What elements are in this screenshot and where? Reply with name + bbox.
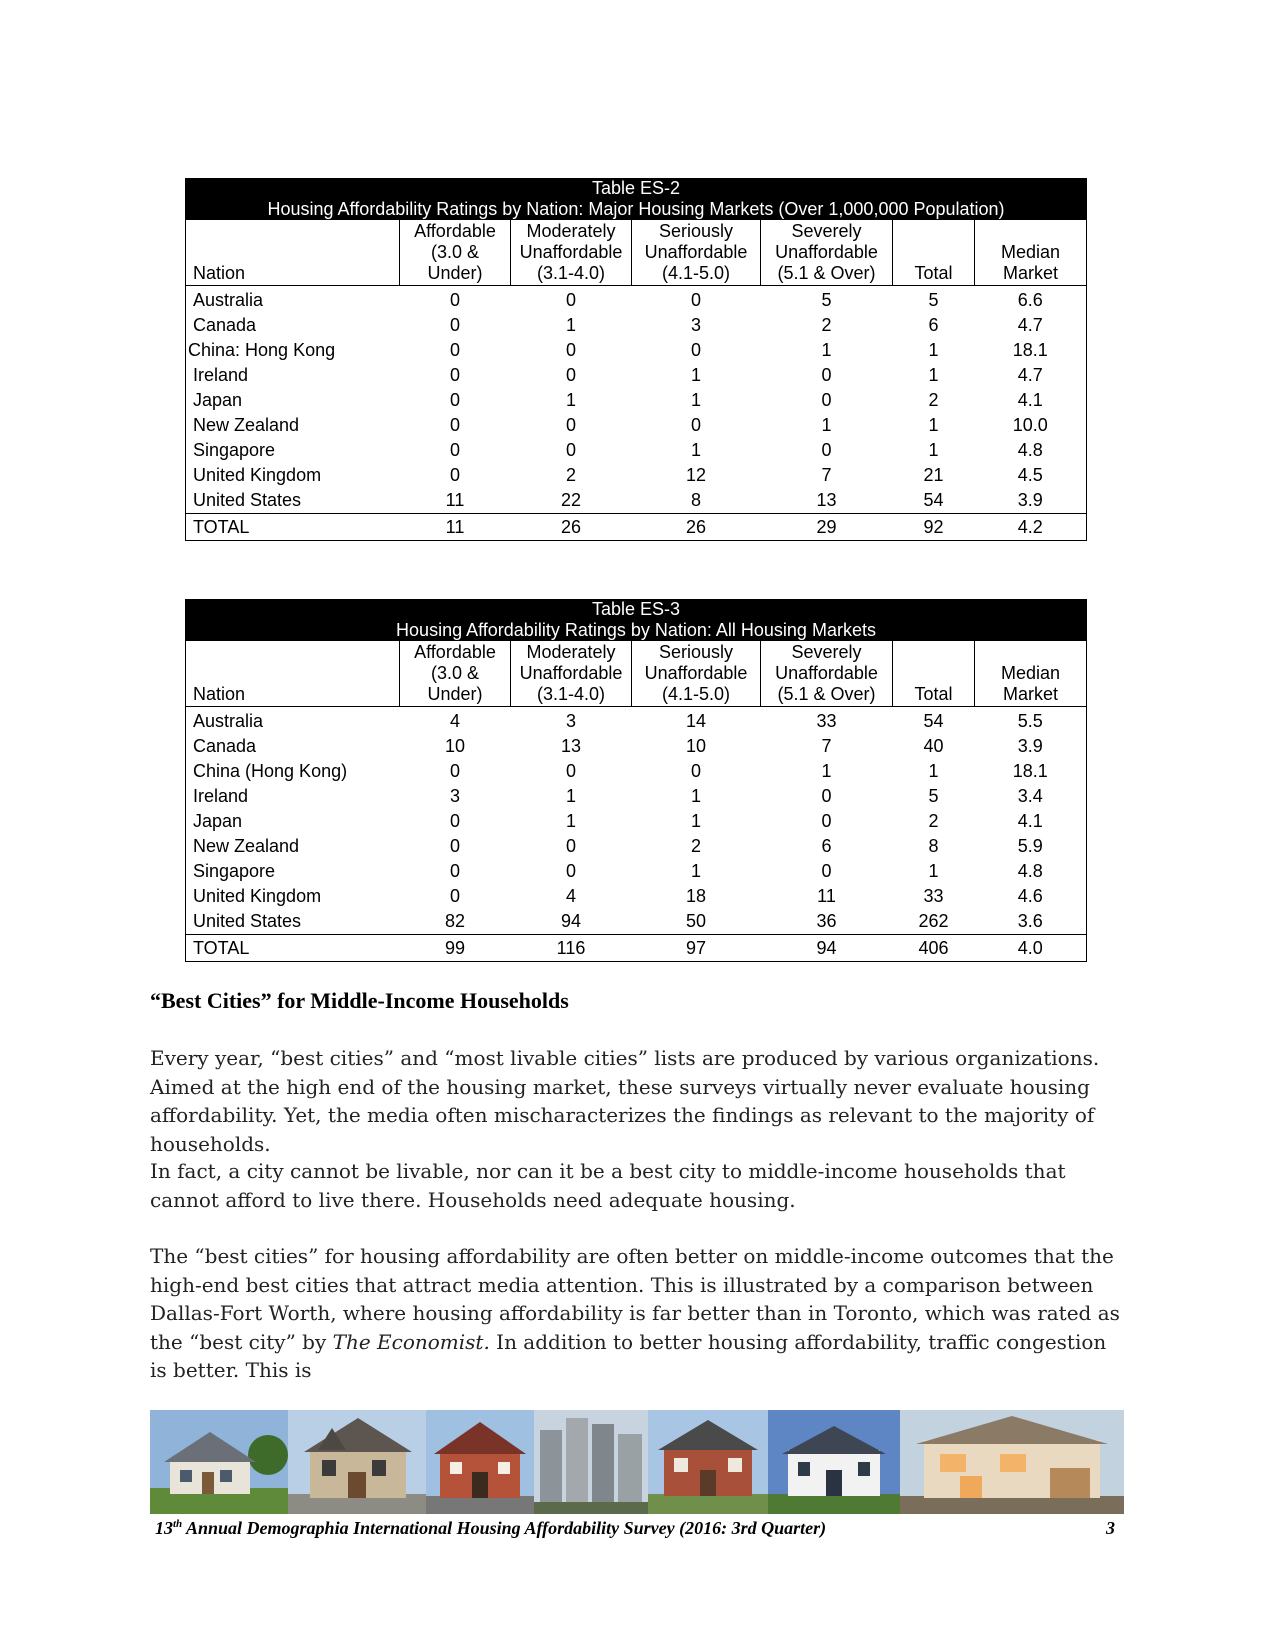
table-total-row — [186, 935, 1087, 962]
cell-median: 5.5 — [975, 707, 1087, 735]
cell-median: 18.1 — [975, 759, 1087, 784]
cell-affordable: 0 — [449, 861, 460, 881]
cell-severely: 0 — [821, 440, 832, 460]
publication-name: The Economist. — [332, 1329, 490, 1354]
total-cell-median: 4.2 — [975, 514, 1087, 541]
cell-total: 1 — [928, 365, 939, 385]
table-row — [186, 759, 1087, 784]
cell-moderately: 0 — [565, 761, 576, 781]
cell-total: 54 — [923, 711, 944, 731]
cell-moderately: 0 — [565, 440, 576, 460]
cell-total: 2 — [928, 390, 939, 410]
table-row — [186, 834, 1087, 859]
table-row — [186, 884, 1087, 909]
cell-seriously: 0 — [690, 340, 701, 360]
cell-affordable: 0 — [449, 886, 460, 906]
table-es2 — [185, 178, 1087, 541]
cell-median: 4.1 — [975, 388, 1087, 413]
cell-severely: 5 — [821, 290, 832, 310]
cell-severely: 7 — [821, 736, 832, 756]
table-row — [186, 413, 1087, 438]
cell-median: 4.7 — [975, 363, 1087, 388]
total-cell-moderately: 26 — [511, 514, 632, 541]
cell-nation: Japan — [186, 809, 400, 834]
table-row — [186, 488, 1087, 514]
cell-seriously: 2 — [690, 836, 701, 856]
cell-seriously: 0 — [690, 415, 701, 435]
cell-nation: Singapore — [186, 859, 400, 884]
cell-nation: Ireland — [186, 784, 400, 809]
cell-severely: 36 — [816, 911, 837, 931]
cell-total: 5 — [928, 786, 939, 806]
cell-seriously: 12 — [685, 465, 707, 485]
col-header-affordable: Affordable (3.0 & Under) — [400, 641, 511, 707]
col-header-severely: Severely Unaffordable (5.1 & Over) — [761, 641, 893, 707]
cell-nation: New Zealand — [186, 413, 400, 438]
house-photo — [426, 1410, 534, 1514]
cell-affordable: 0 — [449, 465, 460, 485]
cell-seriously: 10 — [685, 736, 707, 756]
cell-nation: Canada — [186, 734, 400, 759]
table-row — [186, 809, 1087, 834]
col-header-total: Total — [893, 220, 975, 286]
cell-severely: 11 — [817, 886, 836, 906]
table-row — [186, 313, 1087, 338]
house-photo — [900, 1410, 1124, 1514]
cell-affordable: 0 — [449, 761, 460, 781]
cell-moderately: 0 — [565, 365, 576, 385]
cell-seriously: 3 — [690, 315, 701, 335]
table-total-row — [186, 514, 1087, 541]
paragraph: The “best cities” for housing affordability are often better on middle-income outcomes that the high-end best cities that attract media attention. This is illustrated by a comparison between Dallas-Fort Worth, where housing affordability is far better than in Toronto, which was rated as the “best city” by The Economist. In addition to better housing affordability, traffic congestion is better. This is — [150, 1244, 1120, 1382]
cell-seriously: 50 — [685, 911, 707, 931]
table-row — [186, 463, 1087, 488]
cell-affordable: 0 — [449, 836, 460, 856]
col-header-seriously: Seriously Unaffordable (4.1-5.0) — [632, 641, 761, 707]
table-row — [186, 707, 1087, 735]
cell-moderately: 1 — [565, 315, 576, 335]
cell-severely: 0 — [821, 861, 832, 881]
cell-affordable: 0 — [449, 290, 460, 310]
cell-seriously: 1 — [690, 861, 701, 881]
col-header-nation: Nation — [186, 220, 400, 286]
house-photo — [288, 1410, 426, 1514]
table-body — [186, 707, 1087, 962]
cell-moderately: 22 — [560, 490, 582, 510]
cell-moderately: 1 — [565, 811, 576, 831]
cell-affordable: 0 — [449, 340, 460, 360]
cell-severely: 1 — [821, 761, 832, 781]
cell-affordable: 3 — [449, 786, 460, 806]
house-photo — [768, 1410, 900, 1514]
total-cell-severely: 29 — [761, 514, 893, 541]
house-photo-strip — [150, 1410, 1124, 1514]
cell-moderately: 13 — [560, 736, 582, 756]
cell-seriously: 1 — [690, 786, 701, 806]
cell-moderately: 0 — [565, 836, 576, 856]
cell-affordable: 10 — [444, 736, 466, 756]
cell-total: 40 — [923, 736, 944, 756]
col-header-median: Median Market — [975, 220, 1087, 286]
cell-severely: 0 — [821, 786, 832, 806]
table-row — [186, 859, 1087, 884]
cell-median: 4.7 — [975, 313, 1087, 338]
col-header-seriously: Seriously Unaffordable (4.1-5.0) — [632, 220, 761, 286]
house-photo — [534, 1410, 648, 1514]
cell-median: 4.6 — [975, 884, 1087, 909]
table-row — [186, 438, 1087, 463]
cell-total: 1 — [928, 340, 939, 360]
table-title: Table ES-2 — [186, 178, 1087, 199]
total-cell-affordable: 99 — [400, 935, 511, 962]
table-row — [186, 363, 1087, 388]
cell-moderately: 0 — [565, 415, 576, 435]
cell-moderately: 0 — [565, 340, 576, 360]
cell-moderately: 1 — [565, 390, 576, 410]
cell-seriously: 18 — [685, 886, 707, 906]
cell-affordable: 0 — [449, 415, 460, 435]
cell-severely: 13 — [816, 490, 837, 510]
total-cell-moderately: 116 — [511, 935, 632, 962]
cell-seriously: 1 — [690, 811, 701, 831]
cell-median: 4.5 — [975, 463, 1087, 488]
total-cell-nation: TOTAL — [186, 935, 400, 962]
cell-nation: Australia — [186, 286, 400, 314]
cell-severely: 33 — [816, 711, 837, 731]
cell-severely: 0 — [821, 365, 832, 385]
cell-total: 1 — [928, 440, 939, 460]
cell-seriously: 1 — [690, 440, 701, 460]
cell-severely: 7 — [821, 465, 832, 485]
cell-nation: Ireland — [186, 363, 400, 388]
total-cell-seriously: 26 — [632, 514, 761, 541]
col-header-moderately: Moderately Unaffordable (3.1-4.0) — [511, 641, 632, 707]
cell-median: 4.1 — [975, 809, 1087, 834]
cell-seriously: 0 — [690, 761, 701, 781]
cell-affordable: 0 — [449, 365, 460, 385]
footer-title: 13th Annual Demographia International Housing Affordability Survey (2016: 3rd Quarter) — [155, 1518, 827, 1538]
cell-affordable: 0 — [449, 440, 460, 460]
table-subtitle: Housing Affordability Ratings by Nation: All Housing Markets — [186, 620, 1087, 641]
cell-total: 21 — [923, 465, 944, 485]
section-heading: “Best Cities” for Middle-Income Households — [150, 988, 569, 1013]
col-header-severely: Severely Unaffordable (5.1 & Over) — [761, 220, 893, 286]
cell-total: 1 — [928, 861, 939, 881]
col-header-median: Median Market — [975, 641, 1087, 707]
table-row — [186, 388, 1087, 413]
cell-total: 1 — [928, 415, 939, 435]
cell-median: 5.9 — [975, 834, 1087, 859]
col-header-nation: Nation — [186, 641, 400, 707]
total-cell-severely: 94 — [761, 935, 893, 962]
total-cell-seriously: 97 — [632, 935, 761, 962]
cell-median: 18.1 — [975, 338, 1087, 363]
cell-total: 33 — [923, 886, 944, 906]
house-photo — [648, 1410, 768, 1514]
paragraph: Every year, “best cities” and “most livable cities” lists are produced by various organizations. Aimed at the high end of the housing market, these surveys virtually never evaluate housing affordability. Yet, the media often mischaracterizes the findings as relevant to the majority of households. — [150, 1046, 1100, 1156]
cell-severely: 1 — [821, 340, 832, 360]
cell-median: 4.8 — [975, 859, 1087, 884]
cell-nation: United Kingdom — [186, 884, 400, 909]
total-cell-total: 406 — [893, 935, 975, 962]
cell-affordable: 11 — [445, 490, 465, 510]
total-cell-affordable: 11 — [400, 514, 511, 541]
cell-affordable: 82 — [444, 911, 466, 931]
cell-nation: China (Hong Kong) — [186, 759, 400, 784]
table-es3 — [185, 599, 1087, 962]
cell-median: 3.9 — [975, 488, 1087, 514]
cell-nation: United States — [186, 909, 400, 935]
cell-nation: Canada — [186, 313, 400, 338]
cell-median: 3.4 — [975, 784, 1087, 809]
total-cell-nation: TOTAL — [186, 514, 400, 541]
cell-affordable: 4 — [449, 711, 460, 731]
table-row — [186, 734, 1087, 759]
col-header-moderately: Moderately Unaffordable (3.1-4.0) — [511, 220, 632, 286]
total-cell-total: 92 — [893, 514, 975, 541]
col-header-affordable: Affordable (3.0 & Under) — [400, 220, 511, 286]
table-row — [186, 338, 1087, 363]
total-cell-median: 4.0 — [975, 935, 1087, 962]
cell-moderately: 3 — [565, 711, 576, 731]
table-row — [186, 286, 1087, 314]
cell-severely: 6 — [821, 836, 832, 856]
cell-severely: 0 — [821, 390, 832, 410]
table-title: Table ES-3 — [186, 599, 1087, 620]
cell-moderately: 94 — [560, 911, 582, 931]
cell-median: 6.6 — [975, 286, 1087, 314]
cell-median: 10.0 — [975, 413, 1087, 438]
cell-total: 54 — [923, 490, 944, 510]
cell-seriously: 8 — [690, 490, 701, 510]
cell-total: 1 — [928, 761, 939, 781]
page-number: 3 — [1106, 1518, 1115, 1538]
table-body — [186, 286, 1087, 541]
cell-nation: China: Hong Kong — [186, 338, 400, 363]
cell-median: 3.6 — [975, 909, 1087, 935]
cell-affordable: 0 — [449, 315, 460, 335]
cell-seriously: 14 — [685, 711, 707, 731]
cell-total: 2 — [928, 811, 939, 831]
cell-moderately: 2 — [565, 465, 576, 485]
cell-moderately: 4 — [565, 886, 576, 906]
cell-moderately: 1 — [565, 786, 576, 806]
cell-moderately: 0 — [565, 861, 576, 881]
cell-total: 5 — [928, 290, 939, 310]
cell-affordable: 0 — [449, 811, 460, 831]
cell-nation: United States — [186, 488, 400, 514]
cell-nation: Australia — [186, 707, 400, 735]
cell-total: 6 — [928, 315, 939, 335]
cell-seriously: 0 — [690, 290, 701, 310]
cell-seriously: 1 — [690, 365, 701, 385]
cell-nation: Japan — [186, 388, 400, 413]
cell-severely: 0 — [821, 811, 832, 831]
cell-severely: 2 — [821, 315, 832, 335]
cell-seriously: 1 — [690, 390, 701, 410]
table-subtitle: Housing Affordability Ratings by Nation: Major Housing Markets (Over 1,000,000 Population) — [186, 199, 1087, 220]
cell-moderately: 0 — [565, 290, 576, 310]
cell-nation: United Kingdom — [186, 463, 400, 488]
col-header-total: Total — [893, 641, 975, 707]
page-footer — [155, 1518, 1115, 1539]
cell-median: 4.8 — [975, 438, 1087, 463]
cell-total: 262 — [918, 911, 949, 931]
cell-nation: Singapore — [186, 438, 400, 463]
paragraph: In fact, a city cannot be livable, nor can it be a best city to middle-income households that cannot afford to live there. Households need adequate housing. — [150, 1159, 1066, 1212]
table-row — [186, 784, 1087, 809]
cell-total: 8 — [928, 836, 939, 856]
cell-median: 3.9 — [975, 734, 1087, 759]
cell-severely: 1 — [821, 415, 832, 435]
table-row — [186, 909, 1087, 935]
house-photo — [150, 1410, 288, 1514]
cell-affordable: 0 — [449, 390, 460, 410]
cell-nation: New Zealand — [186, 834, 400, 859]
